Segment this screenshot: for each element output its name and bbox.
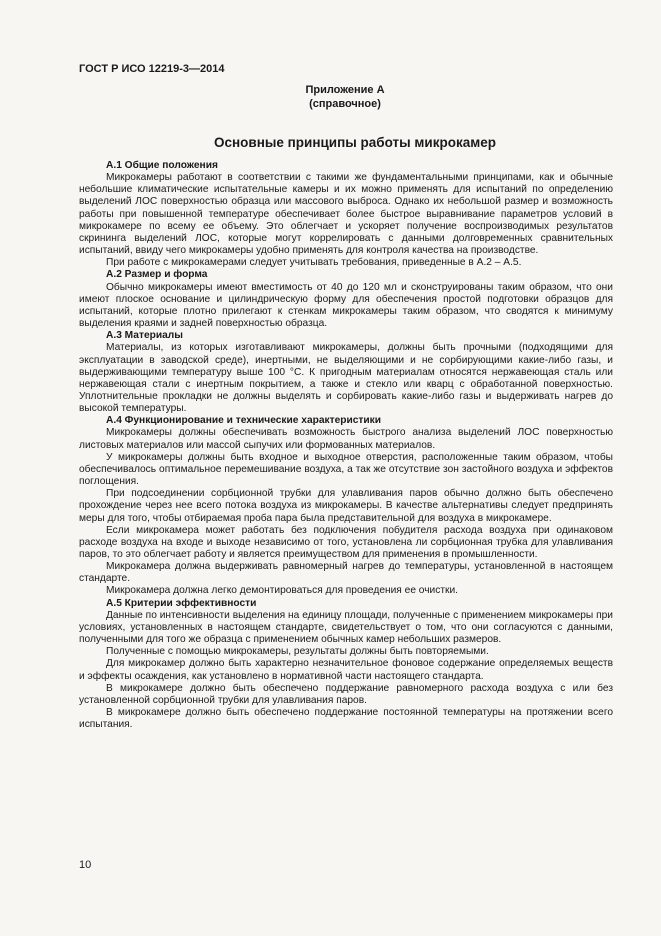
section-heading: А.4 Функционирование и технические характеристики bbox=[106, 415, 382, 427]
paragraph: Для микрокамер должно быть характерно незначительное фоновое содержание определяемых веществ и эффекты осаждения, как установлено в нормативной части настоящего стандарта. bbox=[79, 658, 613, 682]
paragraph: Обычно микрокамеры имеют вместимость от 40 до 120 мл и сконструированы таким образом, что они имеют плоское основание и цилиндрическую форму для обеспечения простой подготовки образцов для испытаний, которые плотно прилегают к стенкам микрокамеры таким образом, что сводятся к минимуму выделения краями и задней поверхностью образца. bbox=[79, 281, 613, 330]
paragraph: В микрокамере должно быть обеспечено поддержание постоянной температуры на протяжении всего испытания. bbox=[79, 707, 613, 731]
section-heading: А.2 Размер и форма bbox=[106, 269, 208, 281]
annex-type: (справочное) bbox=[309, 98, 381, 110]
paragraph: В микрокамере должно быть обеспечено поддержание равномерного расхода воздуха с или без установленной сорбционной трубки для улавливания паров. bbox=[79, 682, 613, 706]
annex-label bbox=[200, 83, 490, 111]
annex-title: Приложение А bbox=[305, 84, 385, 96]
paragraph: При работе с микрокамерами следует учитывать требования, приведенные в А.2 – А.5. bbox=[106, 257, 522, 269]
paragraph: Микрокамера должна выдерживать равномерный нагрев до температуры, установленной в настоящем стандарте. bbox=[79, 561, 613, 585]
section-heading: А.1 Общие положения bbox=[106, 160, 218, 171]
document-code-header: ГОСТ Р ИСО 12219-3—2014 bbox=[79, 63, 225, 75]
paragraph: Микрокамеры работают в соответствии с такими же фундаментальными принципами, как и обычные небольшие климатические испытательные камеры и их можно применять для испытаний по определению выделений ЛОС поверхностью образца или массового выброса. Однако их небольшой размер и возможность работы при повышенной температуре обеспечивает более быстрое выравнивание параметров условий в микрокамере по всему ее объему. Это облегчает и ускоряет получение воспроизводимых результатов скрининга выделений ЛОС, которые могут коррелировать с данными долговременных сравнительных испытаний, ввиду чего микрокамеры удобно применять для контроля качества на производстве. bbox=[79, 172, 613, 257]
page-number: 10 bbox=[79, 859, 92, 871]
paragraph: Микрокамера должна легко демонтироваться для проведения ее очистки. bbox=[106, 585, 458, 597]
paragraph: При подсоединении сорбционной трубки для улавливания паров обычно должно быть обеспечено прохождение через нее всего потока воздуха из микрокамеры. В качестве альтернативы следует предпринять меры для того, чтобы отбираемая проба пара была представительной для воздуха в микрокамере. bbox=[79, 488, 613, 524]
paragraph: У микрокамеры должны быть входное и выходное отверстия, расположенные таким образом, чтобы обеспечивалось оптимальное перемешивание воздуха, а так же отсутствие зон застойного воздуха и эффектов поглощения. bbox=[79, 451, 613, 488]
paragraph: Полученные с помощью микрокамеры, результаты должны быть повторяемыми. bbox=[106, 646, 489, 658]
page-title: Основные принципы работы микрокамер bbox=[214, 135, 496, 150]
document-body bbox=[79, 160, 613, 731]
paragraph: Микрокамеры должны обеспечивать возможность быстрого анализа выделений ЛОС поверхностью листовых материалов или массой сыпучих или формованных материалов. bbox=[79, 427, 613, 451]
paragraph: Данные по интенсивности выделения на единицу площади, полученные с применением микрокамеры при условиях, установленных в настоящем стандарте, свидетельствует о том, что они согласуются с данными, полученными для того же образца с применением обычных камер небольших размеров. bbox=[79, 609, 613, 646]
section-heading: А.5 Критерии эффективности bbox=[106, 597, 257, 609]
section-heading: А.3 Материалы bbox=[106, 330, 183, 342]
paragraph: Материалы, из которых изготавливают микрокамеры, должны быть прочными (подходящими для эксплуатации в заводской среде), инертными, не выделяющими и не сорбирующими какие-либо газы, и выдерживающими температуру выше 100 °С. К пригодным материалам относятся нержавеющая сталь или нержавеющая стали с инертным покрытием, а также и стекло или кварц с обработанной поверхностью. Уплотнительные прокладки не должны выделять и сорбировать какие-либо газы и выдерживать нагрев до высокой температуры. bbox=[79, 342, 613, 415]
paragraph: Если микрокамера может работать без подключения побудителя расхода воздуха при одинаковом расходе воздуха на входе и выходе независимо от того, установлена ли сорбционная трубка для улавливания паров, то это облегчает работу и является преимуществом для применения в промышленности. bbox=[79, 524, 613, 560]
